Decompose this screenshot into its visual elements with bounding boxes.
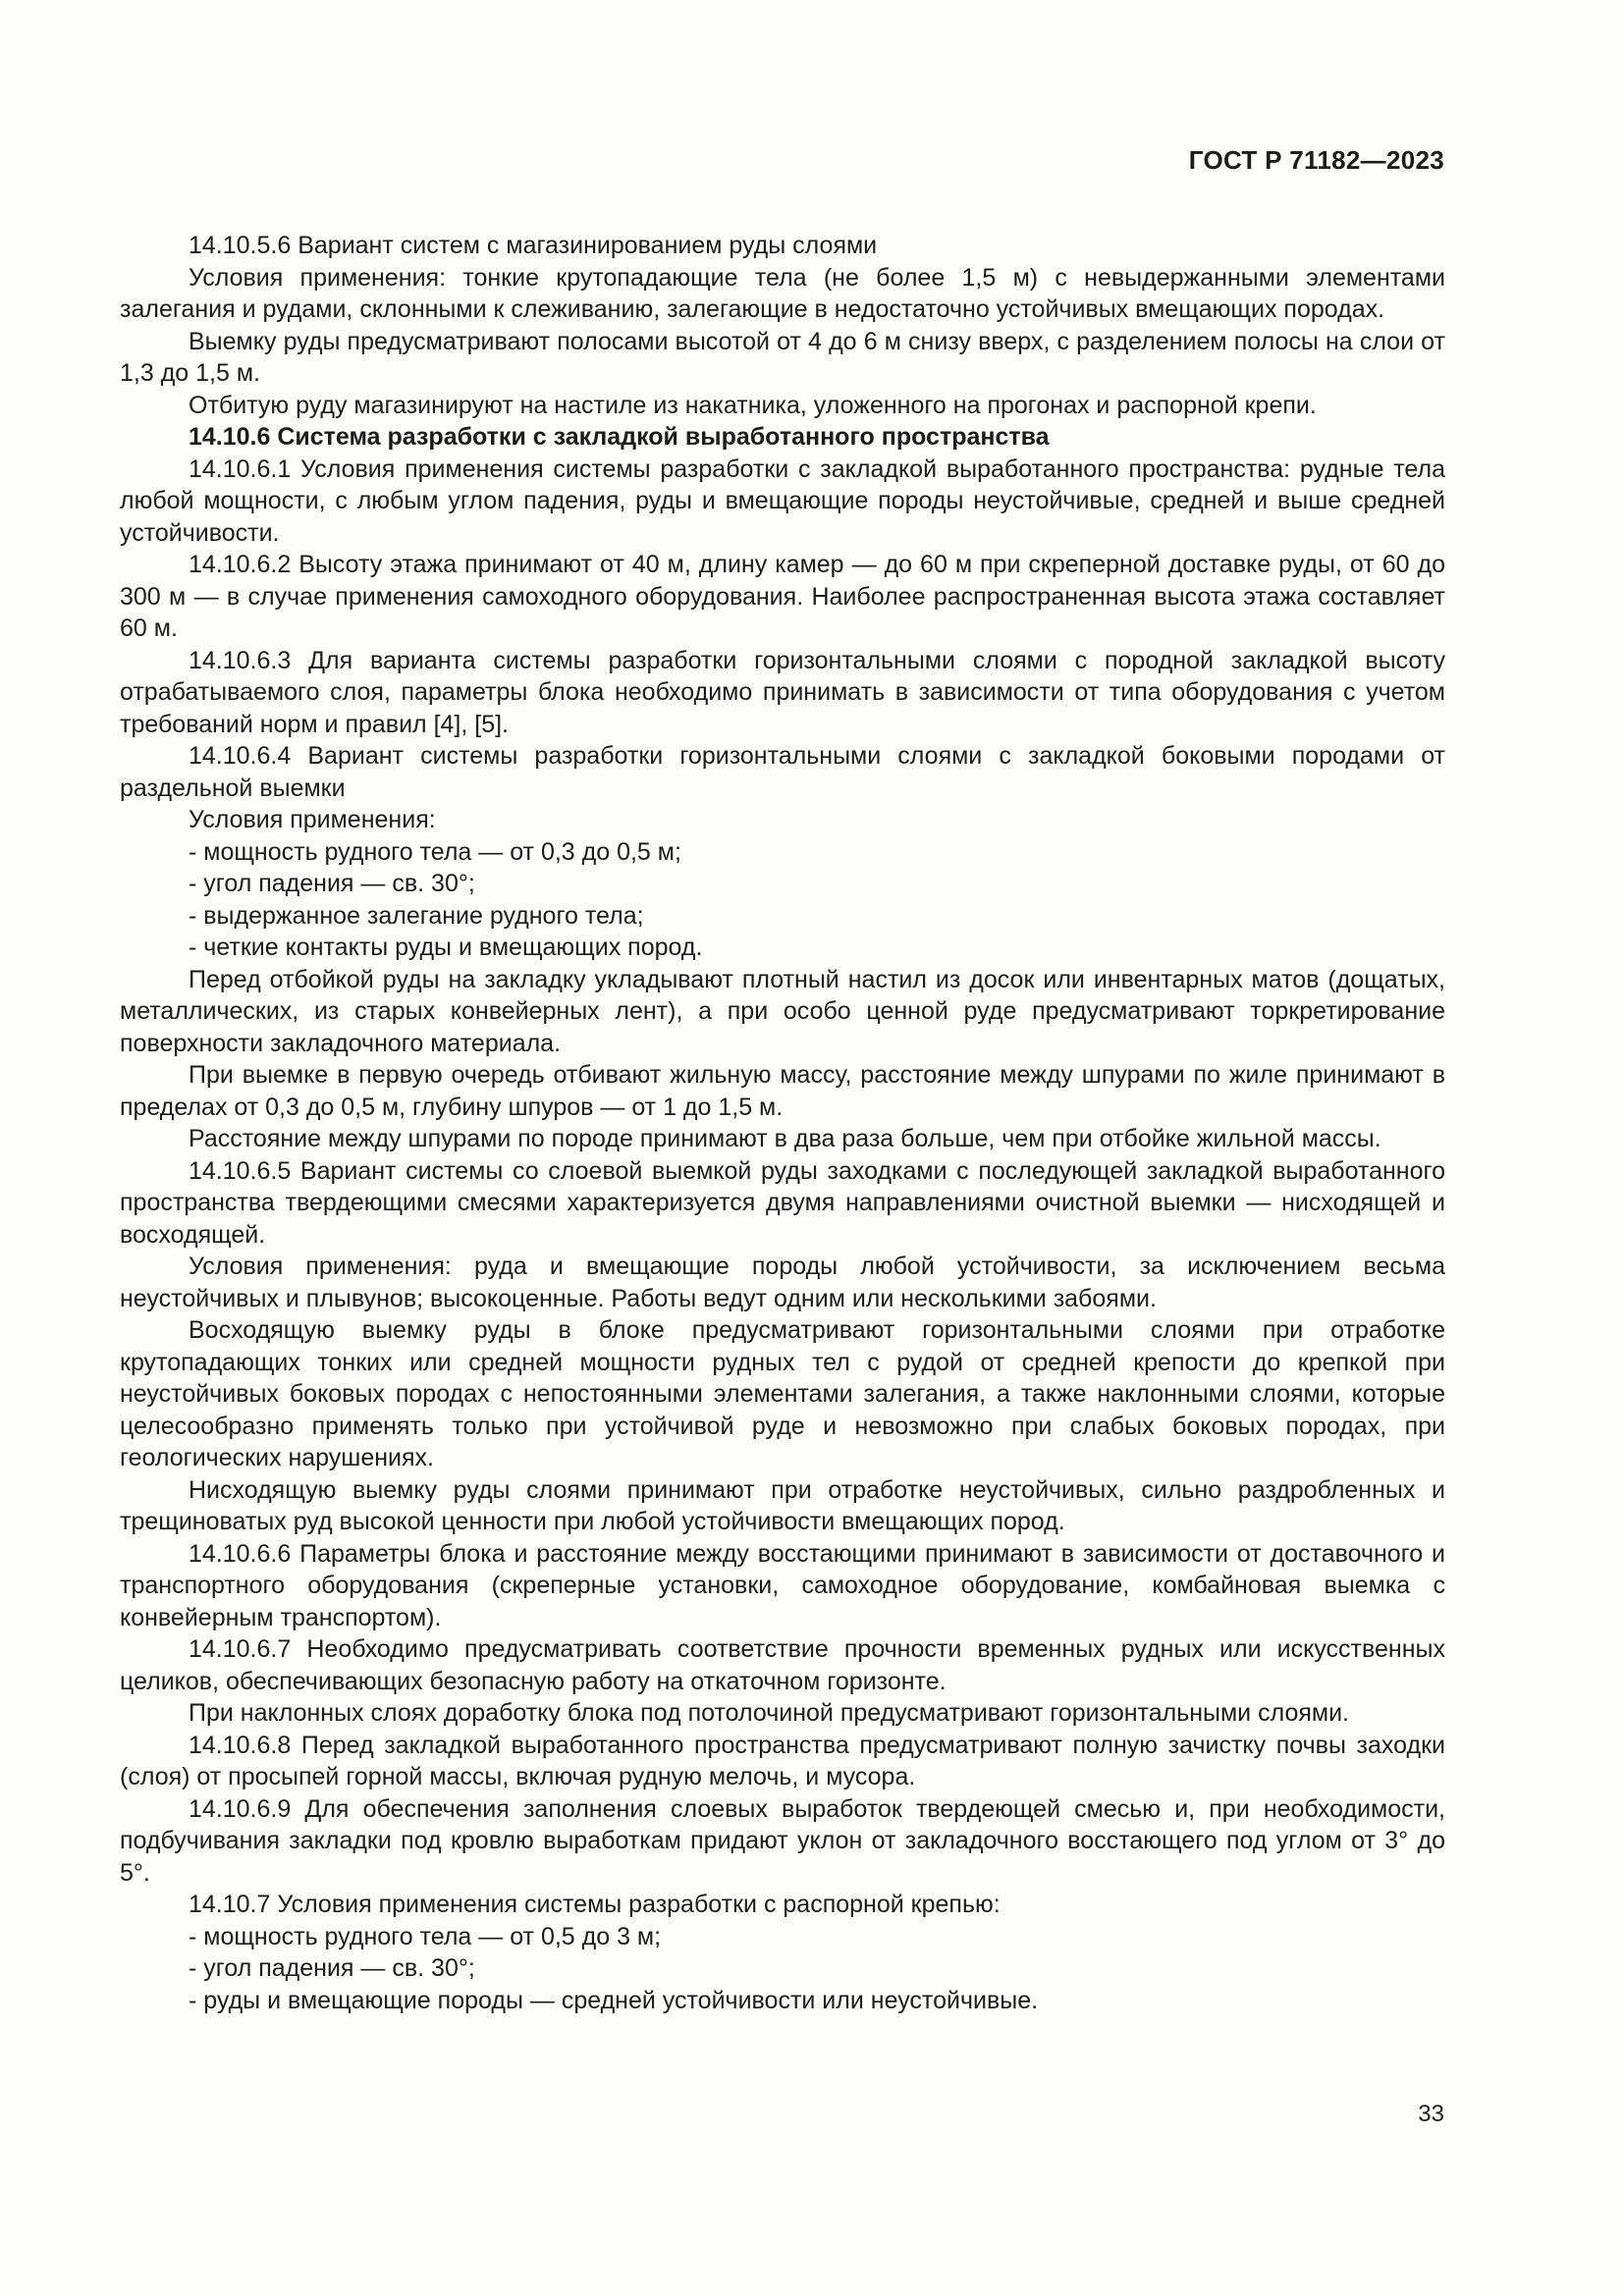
paragraph: 14.10.6.9 Для обеспечения заполнения слоевых выработок твердеющей смесью и, при необходимости, подбучивания закладки под кровлю выработкам придают уклон от закладочного восстающего под углом от 3° до 5°. — [120, 1794, 1445, 1887]
paragraph: - руды и вмещающие породы — средней устойчивости или неустойчивые. — [189, 1986, 1039, 2014]
paragraph: Отбитую руду магазинируют на настиле из накатника, уложенного на прогонах и распорной крепи. — [189, 391, 1317, 419]
paragraph: Перед отбойкой руды на закладку укладывают плотный настил из досок или инвентарных матов (дощатых, металлических, из старых конвейерных лент), а при особо ценной руде предусматривают торкретирование поверхности закладочного материала. — [120, 965, 1445, 1057]
paragraph: Расстояние между шпурами по породе принимают в два раза больше, чем при отбойке жильной массы. — [189, 1125, 1381, 1152]
paragraph: - угол падения — св. 30°; — [189, 1954, 475, 1982]
page-number: 33 — [1418, 2101, 1444, 2127]
paragraph: При наклонных слоях доработку блока под потолочиной предусматривают горизонтальными слоями. — [189, 1699, 1349, 1727]
section-heading: 14.10.6 Система разработки с закладкой выработанного пространства — [189, 423, 1050, 451]
paragraph: При выемке в первую очередь отбивают жильную массу, расстояние между шпурами по жиле принимают в пределах от 0,3 до 0,5 м, глубину шпуров — от 1 до 1,5 м. — [120, 1061, 1445, 1121]
paragraph: 14.10.5.6 Вариант систем с магазинированием руды слоями — [189, 232, 878, 259]
paragraph: Нисходящую выемку руды слоями принимают при отработке неустойчивых, сильно раздробленных и трещиноватых руд высокой ценности при любой устойчивости вмещающих пород. — [120, 1475, 1445, 1535]
paragraph: 14.10.6.3 Для варианта системы разработки горизонтальными слоями с породной закладкой высоту отрабатываемого слоя, параметры блока необходимо принимать в зависимости от типа оборудования с учетом требований норм и правил [4], [5]. — [120, 646, 1445, 738]
paragraph: Условия применения: руда и вмещающие породы любой устойчивости, за исключением весьма неустойчивых и плывунов; высокоценные. Работы ведут одним или несколькими забоями. — [120, 1253, 1445, 1312]
paragraph: - угол падения — св. 30°; — [189, 870, 475, 897]
document-header-standard-number: ГОСТ Р 71182—2023 — [1188, 145, 1444, 175]
document-body — [120, 230, 1445, 2016]
paragraph: 14.10.6.4 Вариант системы разработки горизонтальными слоями с закладкой боковыми породами от раздельной выемки — [120, 742, 1445, 802]
paragraph: Выемку руды предусматривают полосами высотой от 4 до 6 м снизу вверх, с разделением полосы на слои от 1,3 до 1,5 м. — [120, 327, 1445, 387]
paragraph: 14.10.6.6 Параметры блока и расстояние между восстающими принимают в зависимости от доставочного и транспортного оборудования (скреперные установки, самоходное оборудование, комбайновая выемка с конвейерным транспортом). — [120, 1539, 1445, 1631]
paragraph: - выдержанное залегание рудного тела; — [189, 901, 644, 930]
paragraph: 14.10.6.5 Вариант системы со слоевой выемкой руды заходками с последующей закладкой выработанного пространства твердеющими смесями характеризуется двумя направлениями очистной выемки — нисходящей и восходящей. — [120, 1156, 1445, 1249]
paragraph: Восходящую выемку руды в блоке предусматривают горизонтальными слоями при отработке крутопадающих тонких или средней мощности рудных тел с рудой от средней крепости до крепкой при неустойчивых боковых породах с непостоянными элементами залегания, а также наклонными слоями, которые целесообразно применять только при устойчивой руде и невозможно при слабых боковых породах, при геологических нарушениях. — [120, 1316, 1445, 1471]
paragraph: - мощность рудного тела — от 0,5 до 3 м; — [189, 1922, 662, 1950]
paragraph: - четкие контакты руды и вмещающих пород. — [189, 934, 703, 961]
paragraph: 14.10.6.8 Перед закладкой выработанного пространства предусматривают полную зачистку почвы заходки (слоя) от просыпей горной массы, включая рудную мелочь, и мусора. — [120, 1731, 1445, 1790]
paragraph: 14.10.7 Условия применения системы разработки с распорной крепью: — [189, 1891, 1001, 1918]
paragraph: 14.10.6.1 Условия применения системы разработки с закладкой выработанного пространства: рудные тела любой мощности, с любым углом падения, руды и вмещающие породы неустойчивые, средней и выше средней устойчивости. — [120, 454, 1445, 547]
paragraph: Условия применения: — [189, 806, 436, 833]
paragraph: - мощность рудного тела — от 0,3 до 0,5 м; — [189, 837, 681, 866]
paragraph: Условия применения: тонкие крутопадающие тела (не более 1,5 м) с невыдержанными элементами залегания и рудами, склонными к слеживанию, залегающие в недостаточно устойчивых вмещающих породах. — [120, 263, 1445, 323]
paragraph: 14.10.6.7 Необходимо предусматривать соответствие прочности временных рудных или искусственных целиков, обеспечивающих безопасную работу на откаточном горизонте. — [120, 1635, 1445, 1695]
paragraph: 14.10.6.2 Высоту этажа принимают от 40 м, длину камер — до 60 м при скреперной доставке руды, от 60 до 300 м — в случае применения самоходного оборудования. Наиболее распространенная высота этажа составляет 60 м. — [120, 551, 1445, 642]
